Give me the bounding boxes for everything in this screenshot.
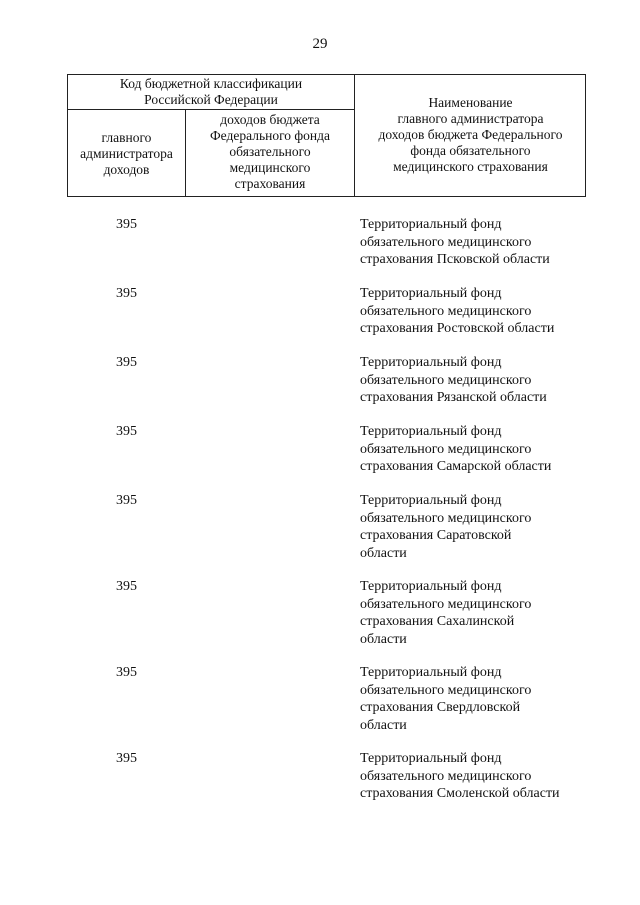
- divider-horizontal: [68, 109, 354, 110]
- row-code: 395: [116, 217, 137, 232]
- header-code-group: Код бюджетной классификации Российской Федерации: [119, 76, 303, 107]
- row-code: 395: [116, 579, 137, 594]
- header-col-admin: главного администратора доходов: [80, 130, 173, 177]
- row-name: Территориальный фонд обязательного медицинского страхования Сахалинской области: [360, 579, 532, 647]
- row-name: Территориальный фонд обязательного медицинского страхования Псковской области: [360, 217, 550, 267]
- row-code: 395: [116, 355, 137, 370]
- header-col-income: доходов бюджета Федерального фонда обязательного медицинского страхования: [210, 112, 330, 191]
- row-code: 395: [116, 286, 137, 301]
- row-code: 395: [116, 751, 137, 766]
- row-name: Территориальный фонд обязательного медицинского страхования Смоленской области: [360, 751, 560, 801]
- row-name: Территориальный фонд обязательного медицинского страхования Саратовской области: [360, 493, 532, 561]
- row-name: Территориальный фонд обязательного медицинского страхования Свердловской области: [360, 665, 532, 733]
- row-name: Территориальный фонд обязательного медицинского страхования Рязанской области: [360, 355, 547, 405]
- row-code: 395: [116, 665, 137, 680]
- row-code: 395: [116, 493, 137, 508]
- row-name: Территориальный фонд обязательного медицинского страхования Самарской области: [360, 424, 552, 474]
- row-code: 395: [116, 424, 137, 439]
- row-name: Территориальный фонд обязательного медицинского страхования Ростовской области: [360, 286, 555, 336]
- header-col-name: Наименование главного администратора доходов бюджета Федерального фонда обязательного медицинского страхования: [378, 95, 563, 174]
- header-table: [67, 74, 586, 197]
- page-number: 29: [312, 36, 328, 52]
